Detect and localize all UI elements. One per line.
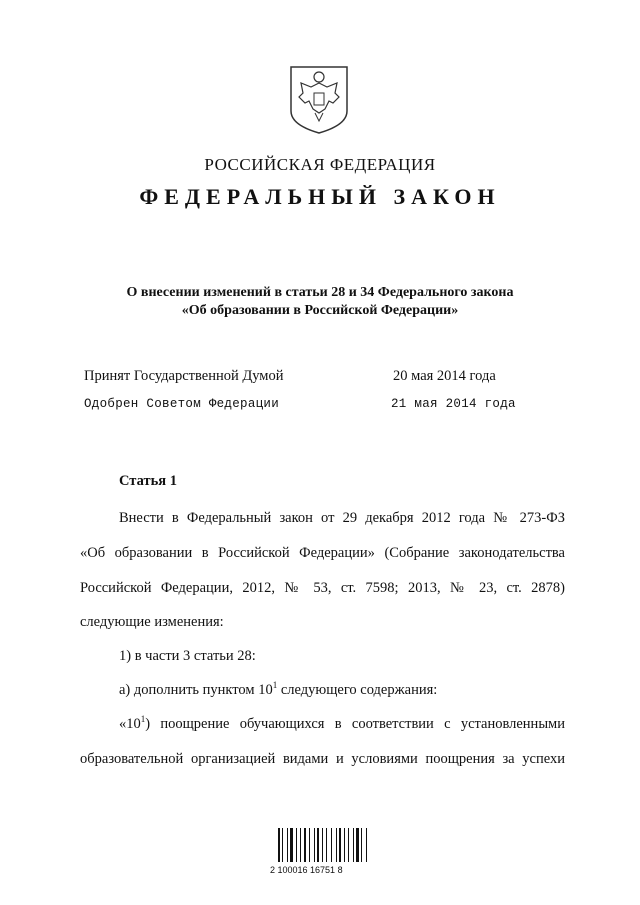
- barcode-stripe: [309, 828, 310, 862]
- barcode-stripe: [361, 828, 362, 862]
- barcode-stripe: [322, 828, 324, 862]
- approved-date: 21 мая 2014 года: [391, 397, 516, 411]
- barcode-stripe: [339, 828, 341, 862]
- barcode-stripe: [311, 828, 313, 862]
- barcode-stripe: [282, 828, 283, 862]
- barcode-stripe: [314, 828, 315, 862]
- law-title-line-2: «Об образовании в Российской Федерации»: [181, 303, 459, 318]
- barcode-stripe: [344, 828, 345, 862]
- barcode-stripe: [363, 828, 365, 862]
- barcode-stripe: [366, 828, 367, 862]
- barcode-stripe: [342, 828, 343, 862]
- barcode-stripe: [331, 828, 332, 862]
- article-line-1: Внести в Федеральный закон от 29 декабря 2012 года № 273-ФЗ: [119, 510, 565, 526]
- item-a-suffix: следующего содержания:: [277, 682, 438, 698]
- barcode-stripe: [320, 828, 321, 862]
- item-a-prefix: а) дополнить пунктом 10: [119, 682, 273, 698]
- barcode-stripe: [281, 828, 282, 862]
- barcode-stripe: [324, 828, 325, 862]
- barcode-stripe: [300, 828, 301, 862]
- barcode-stripe: [336, 828, 337, 862]
- barcode-stripe: [316, 828, 317, 862]
- article-last-line: образовательной организацией видами и условиями поощрения за успехи: [80, 751, 565, 767]
- law-title-line-1: О внесении изменений в статьи 28 и 34 Федерального закона: [126, 285, 514, 300]
- barcode-stripe: [338, 828, 339, 862]
- law-title: [80, 284, 560, 320]
- law-type-heading: ФЕДЕРАЛЬНЫЙ ЗАКОН: [139, 184, 501, 209]
- quote-prefix: «10: [119, 716, 141, 732]
- article-line-3: Российской Федерации, 2012, № 53, ст. 7598; 2013, № 23, ст. 2878): [80, 580, 565, 596]
- coat-of-arms-icon: [287, 63, 351, 135]
- article-line-5: 1) в части 3 статьи 28:: [119, 648, 256, 664]
- barcode-stripe: [296, 828, 298, 862]
- barcode-stripe: [354, 828, 355, 862]
- barcode-stripe: [348, 828, 349, 862]
- barcode-stripe: [284, 828, 286, 862]
- barcode-stripe: [350, 828, 352, 862]
- approved-label: Одобрен Советом Федерации: [84, 397, 280, 411]
- article-heading: Статья 1: [119, 473, 177, 489]
- barcode-stripe: [317, 828, 319, 862]
- barcode-stripe: [298, 828, 299, 862]
- barcode-stripe: [368, 828, 370, 862]
- barcode-stripe: [278, 828, 280, 862]
- barcode-stripe: [326, 828, 327, 862]
- adopted-date: 20 мая 2014 года: [393, 368, 496, 384]
- quote-line: [119, 716, 565, 733]
- barcode-stripe: [302, 828, 304, 862]
- barcode-stripe: [294, 828, 295, 862]
- country-name: РОССИЙСКАЯ ФЕДЕРАЦИЯ: [204, 155, 436, 174]
- barcode-stripe: [353, 828, 354, 862]
- adopted-label: Принят Государственной Думой: [84, 368, 284, 384]
- article-line-4: следующие изменения:: [80, 614, 224, 630]
- barcode-stripe: [289, 828, 290, 862]
- barcode-stripe: [356, 828, 358, 862]
- barcode-number: 2 100016 16751 8: [270, 865, 343, 875]
- barcode-stripe: [328, 828, 330, 862]
- quote-superscript: 1: [140, 714, 146, 725]
- barcode-stripe: [304, 828, 306, 862]
- barcode-stripe: [290, 828, 292, 862]
- barcode-icon: [270, 828, 370, 862]
- item-a-superscript: 1: [272, 680, 278, 691]
- barcode-stripe: [332, 828, 334, 862]
- article-line-2: «Об образовании в Российской Федерации» (Собрание законодательства: [80, 545, 565, 561]
- barcode-stripe: [307, 828, 308, 862]
- quote-text: ) поощрение обучающихся в соответствии с установленными: [145, 716, 565, 732]
- item-a-line: [119, 682, 437, 699]
- barcode-stripe: [360, 828, 361, 862]
- barcode-stripe: [346, 828, 348, 862]
- barcode-stripe: [287, 828, 288, 862]
